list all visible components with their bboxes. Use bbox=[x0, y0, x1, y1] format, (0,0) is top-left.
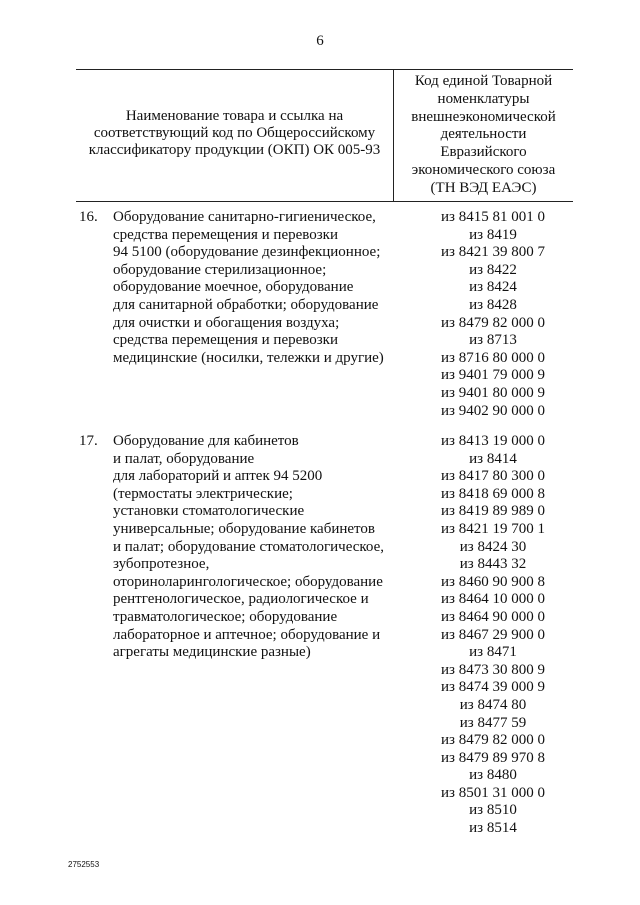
code-line: из 8479 89 970 8 bbox=[441, 749, 545, 766]
name-line: и палат, оборудование bbox=[113, 450, 255, 467]
code-line: из 8424 30 bbox=[459, 538, 527, 555]
header-right-line: экономического союза bbox=[411, 161, 556, 178]
header-right-line: внешнеэкономической bbox=[411, 108, 556, 125]
header-right-line: (ТН ВЭД ЕАЭС) bbox=[430, 179, 537, 196]
code-line: из 9401 80 000 9 bbox=[441, 384, 545, 401]
header-left-line: соответствующий код по Общероссийскому bbox=[93, 125, 376, 141]
code-line: из 8418 69 000 8 bbox=[441, 485, 545, 502]
code-line: из 9401 79 000 9 bbox=[441, 367, 545, 384]
name-line: оборудование стерилизационное; bbox=[113, 261, 327, 278]
name-line: рентгенологическое, радиологическое и bbox=[113, 591, 369, 608]
name-line: и палат; оборудование стоматологическое, bbox=[113, 538, 385, 555]
name-line: оборудование моечное, оборудование bbox=[113, 279, 354, 296]
name-line: Оборудование для кабинетов bbox=[113, 433, 299, 449]
row-codes bbox=[406, 433, 580, 838]
name-line: агрегаты медицинские разные) bbox=[113, 644, 311, 661]
code-line: из 8417 80 300 0 bbox=[441, 468, 545, 485]
code-line: из 8480 bbox=[469, 767, 517, 784]
row-product-name bbox=[113, 433, 403, 662]
name-line: (термостаты электрические; bbox=[113, 485, 293, 502]
row-number: 16. bbox=[79, 209, 98, 225]
name-line: для очистки и обогащения воздуха; bbox=[113, 314, 340, 331]
name-line: медицинские (носилки, тележки и другие) bbox=[113, 349, 384, 366]
name-line: 94 5100 (оборудование дезинфекционное; bbox=[113, 244, 381, 261]
header-tnved-code bbox=[394, 73, 573, 198]
header-right-line: Код единой Товарной bbox=[414, 73, 553, 89]
code-line: из 8428 bbox=[469, 296, 517, 313]
code-line: из 8474 39 000 9 bbox=[441, 679, 545, 696]
code-line: из 8460 90 900 8 bbox=[441, 573, 545, 590]
name-line: для санитарной обработки; оборудование bbox=[113, 296, 379, 313]
table-header bbox=[76, 69, 573, 202]
code-line: из 8422 bbox=[469, 261, 517, 278]
code-line: из 8414 bbox=[469, 450, 517, 467]
name-line: средства перемещения и перевозки bbox=[113, 332, 338, 349]
row-product-name bbox=[113, 209, 403, 367]
code-line: из 8471 bbox=[469, 644, 517, 661]
code-line: из 8464 10 000 0 bbox=[441, 591, 545, 608]
name-line: зубопротезное, bbox=[113, 556, 210, 573]
name-line: универсальные; оборудование кабинетов bbox=[113, 520, 375, 537]
code-line: из 8421 19 700 1 bbox=[441, 520, 545, 537]
code-line: из 8415 81 001 0 bbox=[441, 209, 545, 225]
code-line: из 8443 32 bbox=[459, 556, 527, 573]
document-footer-code: 2752553 bbox=[68, 860, 100, 869]
name-line: для лабораторий и аптек 94 5200 bbox=[113, 468, 323, 485]
header-right-line: номенклатуры bbox=[437, 90, 530, 107]
code-line: из 8424 bbox=[469, 279, 517, 296]
name-line: лабораторное и аптечное; оборудование и bbox=[113, 626, 381, 643]
code-line: из 8477 59 bbox=[459, 714, 527, 731]
header-left-line: Наименование товара и ссылка на bbox=[125, 108, 344, 124]
code-line: из 8419 89 989 0 bbox=[441, 503, 545, 520]
name-line: средства перемещения и перевозки bbox=[113, 226, 338, 243]
header-right-line: Евразийского bbox=[440, 144, 527, 161]
code-line: из 8474 80 bbox=[459, 696, 527, 713]
code-line: из 8501 31 000 0 bbox=[441, 784, 545, 801]
code-line: из 8413 19 000 0 bbox=[441, 433, 545, 449]
code-line: из 8514 bbox=[469, 820, 517, 837]
code-line: из 8510 bbox=[469, 802, 517, 819]
code-line: из 8473 30 800 9 bbox=[441, 661, 545, 678]
code-line: из 8713 bbox=[469, 332, 517, 349]
header-product-name bbox=[76, 108, 393, 159]
code-line: из 8419 bbox=[469, 226, 517, 243]
code-line: из 8467 29 900 0 bbox=[441, 626, 545, 643]
code-line: из 9402 90 000 0 bbox=[441, 402, 545, 419]
name-line: оториноларингологическое; оборудование bbox=[113, 573, 383, 590]
code-line: из 8421 39 800 7 bbox=[441, 244, 545, 261]
code-line: из 8479 82 000 0 bbox=[441, 732, 545, 749]
code-line: из 8479 82 000 0 bbox=[441, 314, 545, 331]
code-line: из 8464 90 000 0 bbox=[441, 608, 545, 625]
name-line: травматологическое; оборудование bbox=[113, 608, 338, 625]
name-line: установки стоматологические bbox=[113, 503, 305, 520]
header-left-line: классификатору продукции (ОКП) ОК 005-93 bbox=[88, 142, 381, 158]
header-right-line: деятельности bbox=[440, 126, 527, 143]
name-line: Оборудование санитарно-гигиеническое, bbox=[113, 209, 376, 225]
row-codes bbox=[406, 209, 580, 420]
code-line: из 8716 80 000 0 bbox=[441, 349, 545, 366]
page-number: 6 bbox=[316, 33, 324, 49]
row-number: 17. bbox=[79, 433, 98, 449]
